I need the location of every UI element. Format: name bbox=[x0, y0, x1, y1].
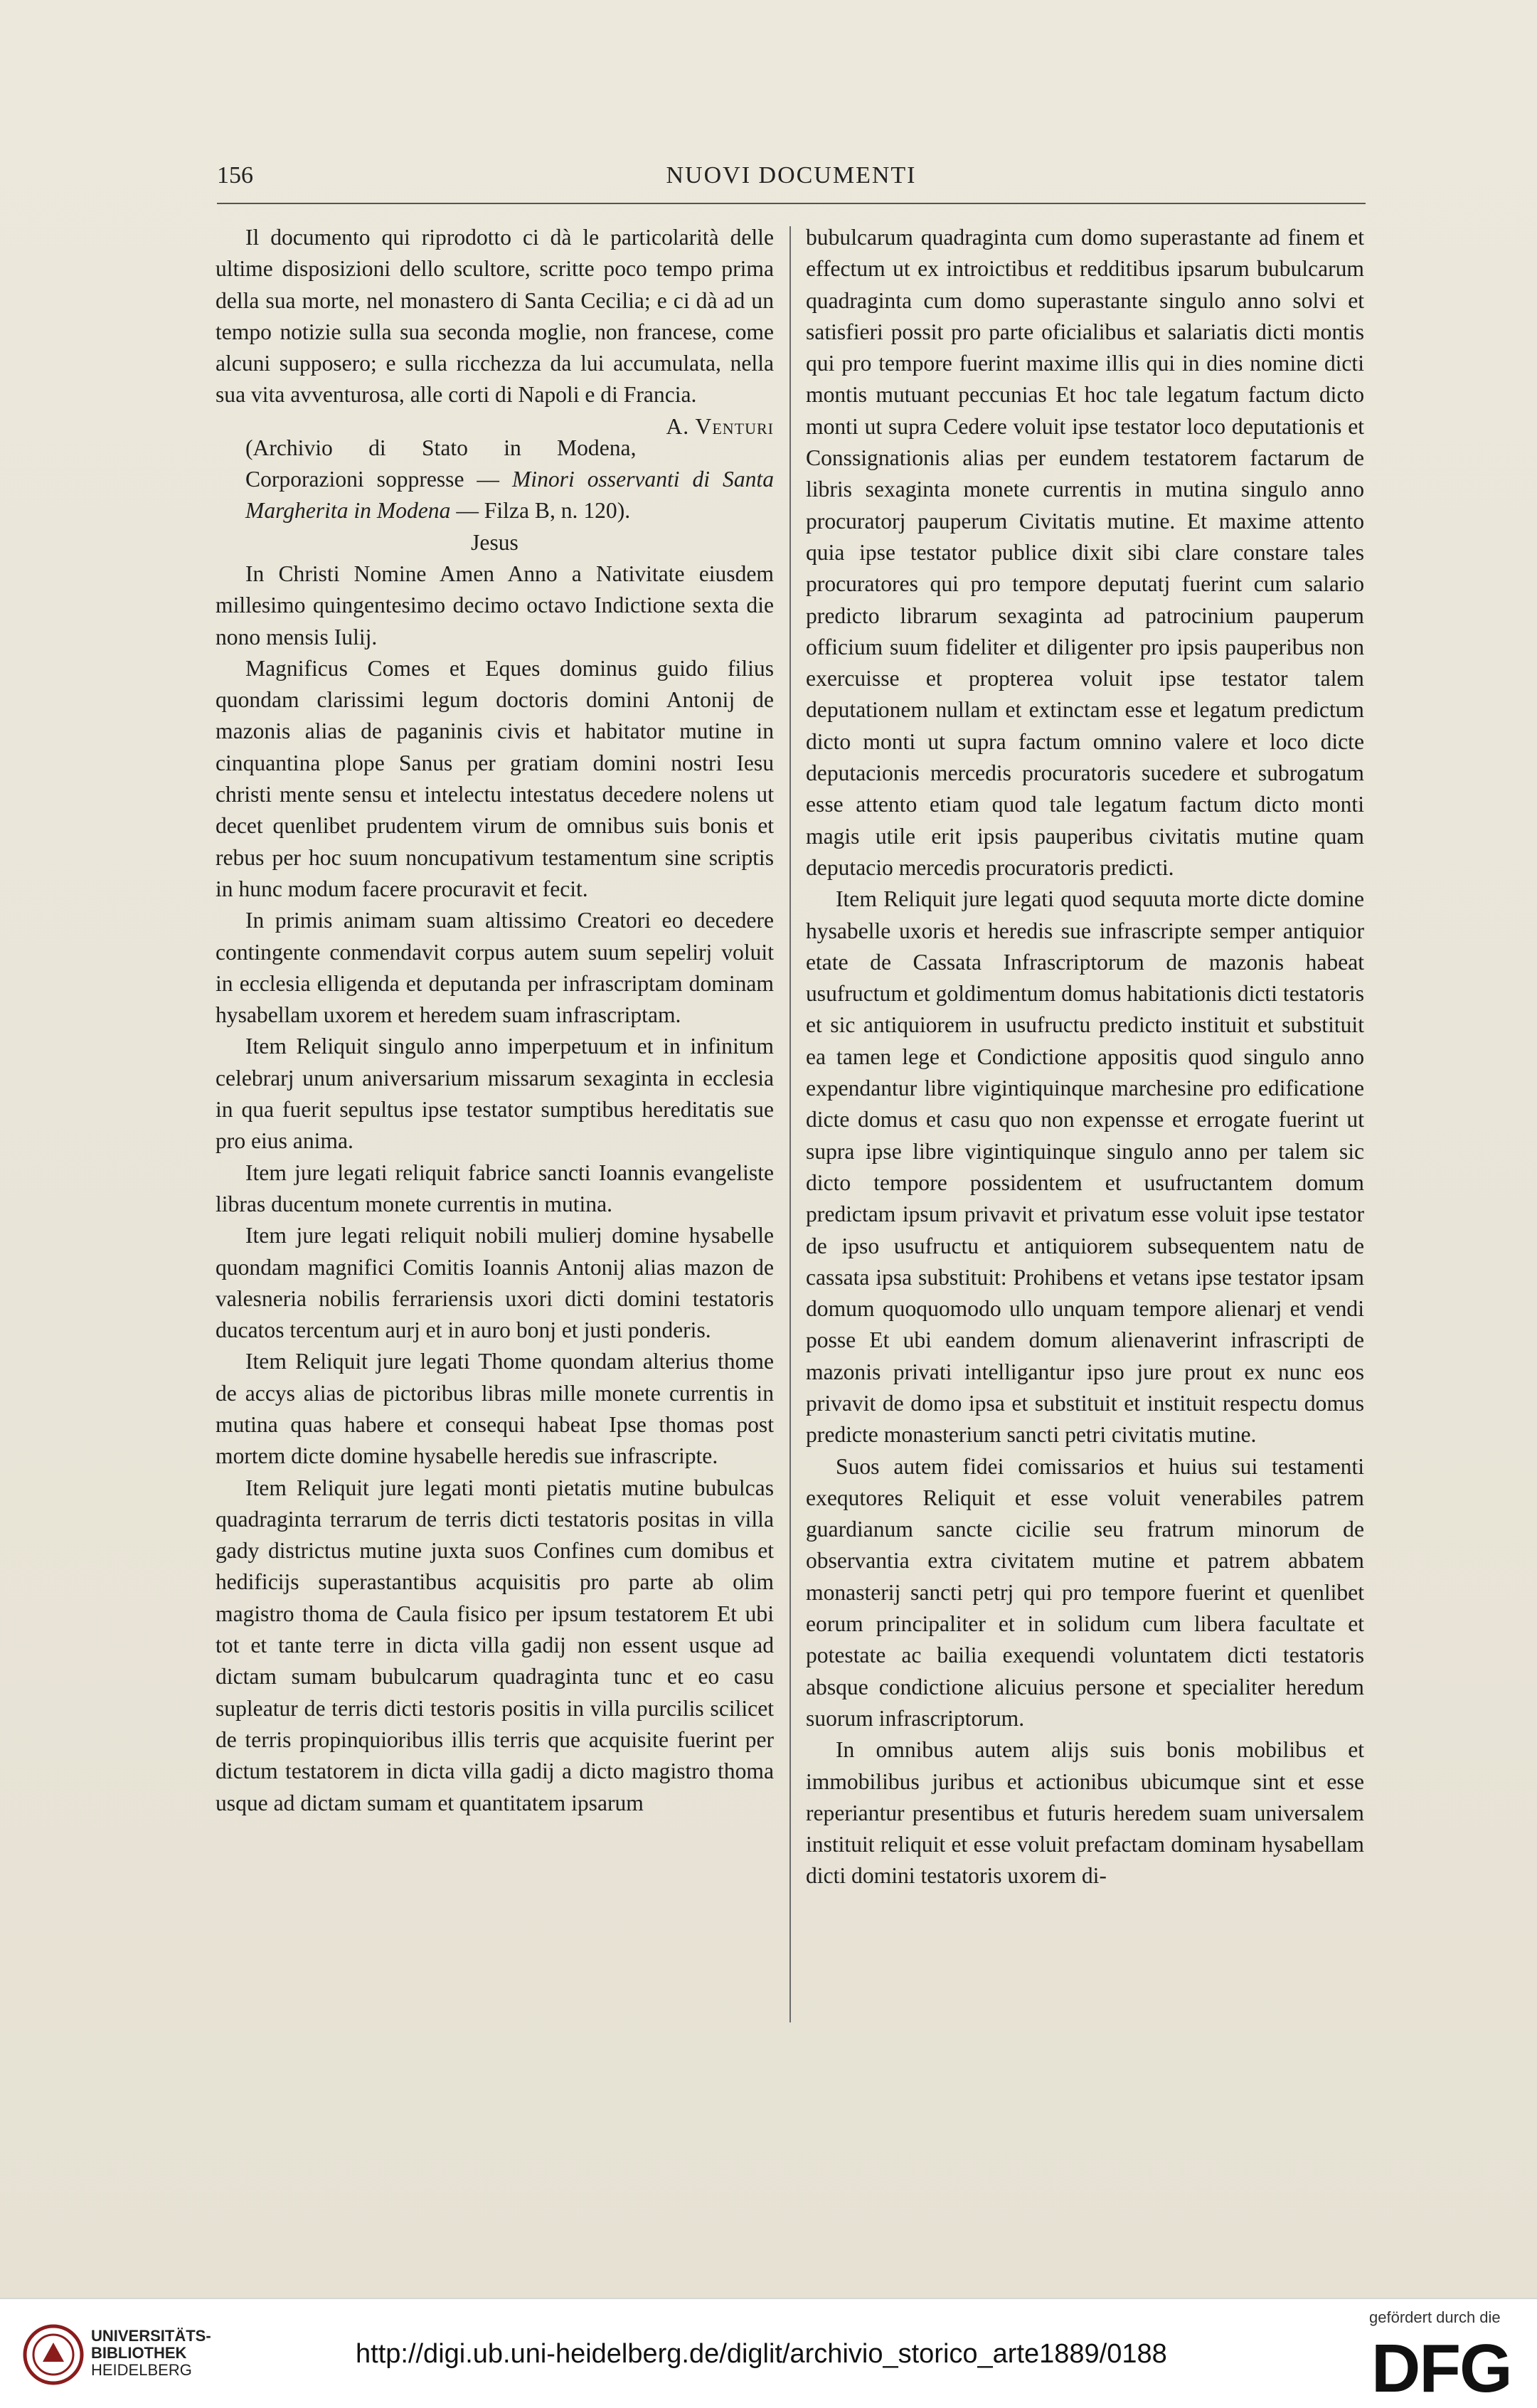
document-paragraph: Item jure legati reliquit fabrice sancti Ioannis evangeliste libras ducentum monete currentis in mutina. bbox=[216, 1160, 774, 1216]
archive-reference-italic: Minori osservanti di Santa Margherita in Modena bbox=[245, 467, 774, 524]
right-column bbox=[806, 222, 1364, 2022]
header-rule bbox=[217, 203, 1366, 204]
university-seal-icon bbox=[21, 2323, 85, 2387]
invocation-heading: Jesus bbox=[471, 529, 518, 555]
permalink-url[interactable]: http://digi.ub.uni-heidelberg.de/diglit/archivio_storico_arte1889/0188 bbox=[356, 2339, 1167, 2369]
document-paragraph: bubulcarum quadraginta cum domo superastante ad finem et effectum ut ex introictibus et redditibus ipsarum bubulcarum quadraginta cum domo superastante singulo anno solvi et satisfieri possit pro parte oficialibus et salariatis dicti montis qui pro tempore fuerint maxime illis qui in dies nomine dicti montis mutuant peccunias Et hoc tale legatum factum dicto monti ut supra Cedere voluit ipse testator loco deputationis et Conssignationis alias per eundem testatorem factarum de libris sexaginta monete currentis in mutina singulo anno procuratorj pauperum Civitatis mutine. Et maxime attento quia ipse testator publice dixit sibi clare constare tales procuratores qui pro tempore deputatj fuerint cum salario predicto librarum sexaginta ad patrocinium pauperum officium suum fideliter et diligenter pro ipsis pauperibus non exercuisse et propterea voluit ipse testator talem deputationem nullam et extinctam esse et legatum predictum dicto monti ut supra factum omnino valere et loco dicte deputacionis mercedis procuratoris sucedere et subrogatum esse attento etiam quod tale legatum factum dicto monti magis utile erit ipsis pauperibus civitatis mutine quam deputacio mercedis procuratoris predicti. bbox=[806, 225, 1364, 880]
left-column bbox=[216, 222, 774, 2022]
library-name: UNIVERSITÄTS- BIBLIOTHEK HEIDELBERG bbox=[91, 2327, 211, 2379]
archive-reference: (Archivio di Stato in Modena, Corporazioni soppresse — Minori osservanti di Santa Margherita in Modena — Filza B, n. 120). bbox=[245, 435, 774, 524]
page-number: 156 bbox=[217, 162, 253, 189]
column-divider bbox=[789, 226, 791, 2022]
document-paragraph: In Christi Nomine Amen Anno a Nativitate eiusdem millesimo quingentesimo decimo octavo Indictione sexta die nono mensis Iulij. bbox=[216, 561, 774, 649]
document-paragraph: Suos autem fidei comissarios et huius sui testamenti exequtores Reliquit et esse voluit venerabiles patrem guardianum sancte cicilie seu fratrum minorum de observantia extra civitatem mutine et patrem abbatem monasterij sancti petrj qui pro tempore fuerint et quenlibet eorum principaliter et in solidum cum libera facultate et potestate ac bailia exequendi voluntatem dicti testatoris absque condictione alicuius persone et specialiter heredum suorum infrascriptorum. bbox=[806, 1453, 1364, 1731]
running-title: NUOVI DOCUMENTI bbox=[666, 162, 917, 189]
dfg-logo: DFG bbox=[1371, 2330, 1511, 2407]
intro-paragraph: Il documento qui riprodotto ci dà le particolarità delle ultime disposizioni dello scultore, scritte poco tempo prima della sua morte, nel monastero di Santa Cecilia; e ci dà ad un tempo notizie sulla sua seconda moglie, non francese, come alcuni supposero; e sulla ricchezza da lui accumulata, nella sua vita avventurosa, alle corti di Napoli e di Francia. A. Venturi bbox=[216, 222, 774, 411]
document-paragraph: Item Reliquit jure legati quod sequuta morte dicte domine hysabelle uxoris et heredis sue infrascripte semper antiquior etate de Cassata Infrascriptorum de mazonis habeat usufructum et goldimentum domus habitationis dicti testatoris et sic antiquiorem in usufructu predicto instituit et substituit ea tamen lege et Condictione appositis quod singulo anno expendantur libre vigintiquinque marchesine pro edificatione dicte domus et casu quo non expensse et errogate fuerint ut supra ipse libre vigintiquinque singulo anno per talem sic dicto tempore possidentem et usufructantem domum predictam ipsum privavit et privatum esse voluit ipse testator de ipso usufructu et antiquiorem subsequentem natu de cassata ipsa substituit: Prohibens et vetans ipse testator ipsam domum quoquomodo ullo unquam tempore alienarj et vendi posse Et ubi eandem domum alienaverint infrascripti de mazonis privati intelligantur ipso jure prout ex nunc eos privavit de domo ipsa et substituit et instituit respectu domus predicte monasterium sancti petri civitatis mutine. bbox=[806, 886, 1364, 1448]
document-paragraph: Item Reliquit jure legati monti pietatis mutine bubulcas quadraginta terrarum de terris dicti testatoris positas in villa gady districtus mutine juxta suos Confines cum domibus et hedificijs superastantibus acquisitis pro parte ab olim magistro thoma de Caula fisico per ipsum testatorem Et ubi tot et tante terre in dicta villa gadij non essent usque ad dictam sumam bubulcarum quadraginta tunc et eo casu supleatur de terris dicti testoris positis in villa purcilis scilicet de terris propinquioribus illis terris que acquisite fuerint per dictum testatorem in dicta villa gadij a dicto magistro thoma usque ad dictam sumam et quantitatem ipsarum bbox=[216, 1475, 774, 1815]
document-paragraph: Item jure legati reliquit nobili mulierj domine hysabelle quondam magnifici Comitis Ioannis Antonij alias mazon de valesneria nobilis ferrariensis uxori dicti domini testatoris ducatos tercentum aurj et in auro bonj et justi ponderis. bbox=[216, 1223, 774, 1343]
funding-note: gefördert durch die bbox=[1369, 2308, 1501, 2326]
document-paragraph: Item Reliquit jure legati Thome quondam alterius thome de accys alias de pictoribus libras mille monete currentis in mutina quas habere et consequi habeat Ipse thomas post mortem dicte domine hysabelle heredis sue infrascripte. bbox=[216, 1349, 774, 1469]
author-signature: A. Venturi bbox=[666, 413, 774, 439]
document-paragraph: In omnibus autem alijs suis bonis mobilibus et immobilibus juribus et actionibus ubicumque sint et esse reperiantur presentibus et futuris heredem suam universalem instituit reliquit et esse voluit prefactam dominam hysabellam dicti domini testatoris uxorem di- bbox=[806, 1737, 1364, 1889]
running-head bbox=[217, 162, 1366, 198]
document-paragraph: Item Reliquit singulo anno imperpetuum et in infinitum celebrarj unum aniversarium missarum sexaginta in ecclesia in qua fuerit sepultus ipse testator sumptibus hereditatis sue pro eius anima. bbox=[216, 1034, 774, 1154]
document-paragraph: Magnificus Comes et Eques dominus guido filius quondam clarissimi legum doctoris domini Antonij de mazonis alias de paganinis civis et habitator mutine in cinquantina plope Sanus per gratiam domini nostri Iesu christi mente sensu et intelectu intestatus decedere nolens ut decet quenlibet prudentem virum de omnibus suis bonis et rebus per hoc suum noncupativum testamentum sine scriptis in hunc modum facere procuravit et fecit. bbox=[216, 655, 774, 901]
footer-divider bbox=[0, 2298, 1537, 2299]
document-paragraph: In primis animam suam altissimo Creatori eo decedere contingente conmendavit corpus autem suum sepelirj voluit in ecclesia elligenda et deputanda per infrascriptam dominam hysabellam uxorem et heredem suam infrascriptam. bbox=[216, 908, 774, 1028]
